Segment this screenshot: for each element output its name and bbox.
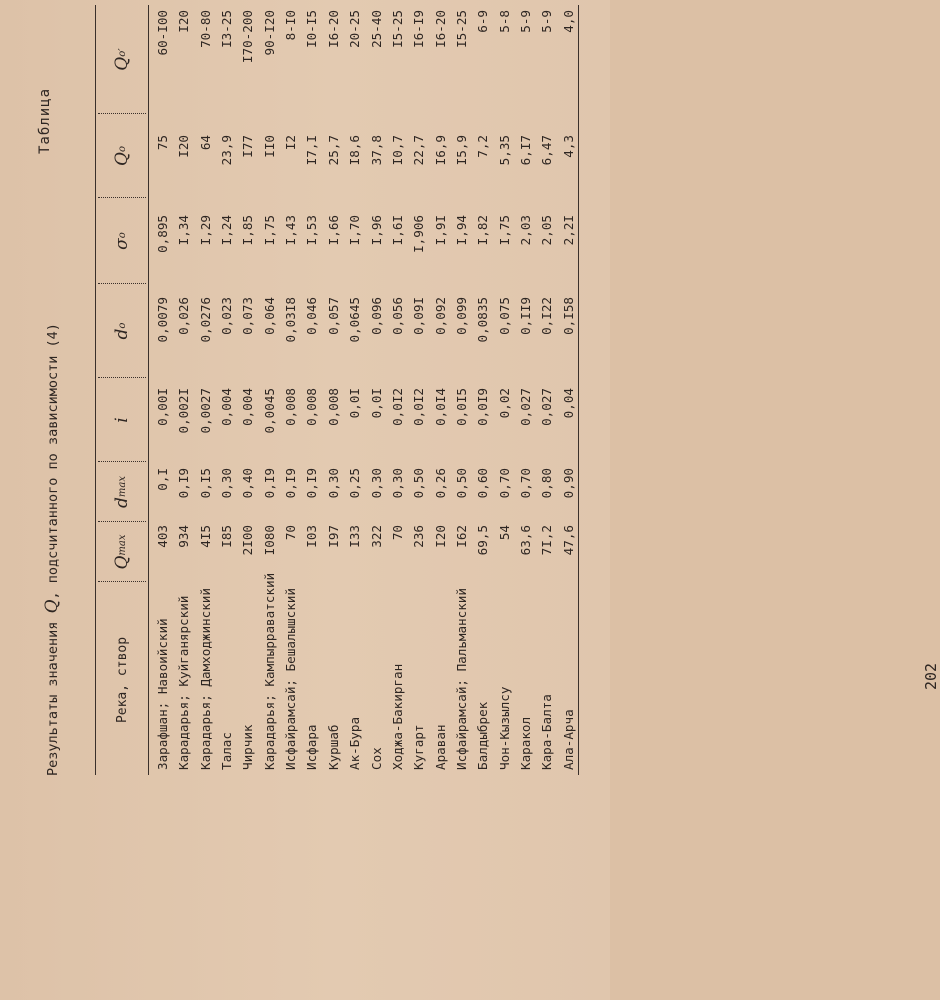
cell-dmax: 0,I9 (261, 468, 277, 499)
cell-qmax: 236 (411, 525, 427, 548)
cell-q0: I77 (240, 135, 256, 158)
cell-q0-prime: I20 (176, 10, 192, 33)
cell-qmax: 7I,2 (539, 525, 555, 556)
table-row (216, 5, 238, 775)
cell-q0: I2 (283, 135, 299, 151)
cell-d0: 0,064 (261, 297, 277, 335)
cell-q0: I0,7 (389, 135, 405, 166)
column-divider (98, 197, 146, 198)
cell-q0: 7,2 (475, 135, 491, 158)
column-header-q0-symbol: Q (112, 152, 132, 166)
cell-sigma0: I,24 (219, 215, 235, 246)
column-divider (98, 283, 146, 284)
cell-river-name: Исфайрамсай; Бешалышский (283, 588, 299, 770)
cell-d0: 0,092 (432, 297, 448, 335)
cell-sigma0: I,6I (389, 215, 405, 246)
column-header-q0-prime-sub: o (116, 50, 128, 57)
cell-river-name: Зарафшан; Навоийский (155, 618, 170, 770)
cell-q0-prime: 60-I00 (155, 10, 170, 56)
table-row (366, 5, 388, 775)
column-header-q0-sub: o (116, 146, 128, 153)
cell-q0-prime: 25-40 (368, 10, 384, 48)
cell-qmax: I080 (261, 525, 277, 556)
cell-qmax: 69,5 (475, 525, 491, 556)
cell-river-name: Чирчик (240, 724, 256, 770)
cell-qmax: I97 (325, 525, 341, 548)
cell-river-name: Ходжа-Бакирган (389, 663, 405, 770)
cell-sigma0: I,75 (261, 215, 277, 246)
cell-i: 0,0I (368, 388, 384, 419)
cell-sigma0: I,94 (453, 215, 469, 246)
cell-dmax: 0,50 (411, 468, 427, 499)
column-header-qmax-symbol: Q (112, 555, 132, 570)
cell-river-name: Ала-Арча (560, 709, 576, 770)
table-caption (42, 76, 62, 776)
cell-q0: 75 (155, 135, 170, 151)
cell-qmax: I03 (304, 525, 320, 548)
column-header-d0 (98, 286, 146, 376)
cell-i: 0,00I (155, 388, 170, 426)
cell-sigma0: I,66 (325, 215, 341, 246)
cell-q0: I6,9 (432, 135, 448, 166)
cell-qmax: 4I5 (197, 525, 213, 548)
cell-sigma0: 2,03 (517, 215, 533, 246)
column-header-river (98, 585, 146, 775)
cell-d0: 0,023 (219, 297, 235, 335)
column-header-q0 (98, 116, 146, 196)
cell-d0: 0,0835 (475, 297, 491, 343)
cell-dmax: 0,25 (347, 468, 363, 499)
caption-symbol: Q (42, 599, 62, 614)
cell-qmax: 403 (155, 525, 170, 548)
cell-dmax: 0,I5 (197, 468, 213, 499)
cell-qmax: 322 (368, 525, 384, 548)
cell-river-name: Исфайрамсай; Пальманский (453, 588, 469, 770)
cell-qmax: I85 (219, 525, 235, 548)
table-row (558, 5, 580, 775)
cell-qmax: I20 (432, 525, 448, 548)
cell-d0: 0,0079 (155, 297, 170, 343)
cell-q0: 22,7 (411, 135, 427, 166)
table-top-rule (95, 5, 96, 775)
table-row (344, 5, 366, 775)
cell-sigma0: I,43 (283, 215, 299, 246)
cell-sigma0: I,70 (347, 215, 363, 246)
cell-d0: 0,03I8 (283, 297, 299, 343)
cell-i: 0,008 (304, 388, 320, 426)
cell-d0: 0,II9 (517, 297, 533, 335)
column-header-d0-sub: o (116, 322, 128, 329)
column-header-sigma0 (98, 200, 146, 282)
cell-q0-prime: 8-I0 (283, 10, 299, 41)
cell-i: 0,004 (240, 388, 256, 426)
cell-sigma0: I,75 (496, 215, 512, 246)
cell-dmax: 0,70 (496, 468, 512, 499)
cell-q0: 6,47 (539, 135, 555, 166)
cell-d0: 0,I58 (560, 297, 576, 335)
column-header-i-symbol: i (112, 417, 132, 423)
cell-q0-prime: 5-8 (496, 10, 512, 33)
cell-dmax: 0,60 (475, 468, 491, 499)
cell-i: 0,008 (283, 388, 299, 426)
cell-d0: 0,056 (389, 297, 405, 335)
cell-river-name: Исфара (304, 724, 320, 770)
cell-d0: 0,075 (496, 297, 512, 335)
cell-river-name: Ак-Бура (347, 716, 363, 770)
cell-q0-prime: I5-25 (453, 10, 469, 48)
column-header-qmax (98, 524, 146, 580)
cell-dmax: 0,I9 (283, 468, 299, 499)
cell-dmax: 0,I9 (176, 468, 192, 499)
table-header-rule (148, 5, 149, 775)
table-row (472, 5, 494, 775)
cell-river-name: Каракол (517, 716, 533, 770)
cell-dmax: 0,90 (560, 468, 576, 499)
cell-sigma0: I,29 (197, 215, 213, 246)
cell-river-name: Талас (219, 732, 235, 770)
cell-i: 0,002I (176, 388, 192, 434)
table-row (494, 5, 516, 775)
cell-sigma0: 0,895 (155, 215, 170, 253)
table-row (387, 5, 409, 775)
cell-i: 0,004 (219, 388, 235, 426)
cell-sigma0: I,82 (475, 215, 491, 246)
cell-i: 0,0I2 (389, 388, 405, 426)
caption-suffix: , подсчитанного по зависимости (4) (45, 323, 61, 600)
cell-q0: II0 (261, 135, 277, 158)
cell-q0-prime: I6-20 (325, 10, 341, 48)
cell-q0-prime: I6-20 (432, 10, 448, 48)
cell-d0: 0,0645 (347, 297, 363, 343)
cell-dmax: 0,30 (368, 468, 384, 499)
cell-sigma0: I,34 (176, 215, 192, 246)
cell-q0-prime: 6-9 (475, 10, 491, 33)
cell-q0-prime: 4,0 (560, 10, 576, 33)
cell-river-name: Кара-Балта (539, 694, 555, 770)
cell-q0: I20 (176, 135, 192, 158)
cell-i: 0,04 (560, 388, 576, 419)
column-header-q0-prime-symbol: Q (112, 56, 132, 71)
cell-d0: 0,096 (368, 297, 384, 335)
column-header-dmax (98, 464, 146, 520)
column-divider (98, 461, 146, 462)
cell-qmax: 47,6 (560, 525, 576, 556)
table-row (451, 5, 473, 775)
cell-q0-prime: 90-I20 (261, 10, 277, 56)
cell-q0: 23,9 (219, 135, 235, 166)
column-divider (98, 521, 146, 522)
cell-qmax: 63,6 (517, 525, 533, 556)
cell-q0: 5,35 (496, 135, 512, 166)
column-divider (98, 377, 146, 378)
cell-sigma0: I,9I (432, 215, 448, 246)
cell-q0-prime: 70-80 (197, 10, 213, 48)
cell-q0: 64 (197, 135, 213, 151)
column-divider (98, 113, 146, 114)
cell-river-name: Куршаб (325, 724, 341, 770)
cell-qmax: I62 (453, 525, 469, 548)
cell-qmax: 934 (176, 525, 192, 548)
cell-q0-prime: I3-25 (219, 10, 235, 48)
cell-river-name: Карадарья; Куйганярский (176, 595, 192, 770)
caption-prefix: Результаты значения (45, 621, 61, 776)
column-header-i (98, 380, 146, 460)
table-row (408, 5, 430, 775)
cell-dmax: 0,30 (389, 468, 405, 499)
cell-river-name: Чон-Кызылсу (496, 686, 512, 770)
cell-river-name: Кугарт (411, 724, 427, 770)
cell-sigma0: I,53 (304, 215, 320, 246)
cell-i: 0,0I4 (432, 388, 448, 426)
table-row (280, 5, 302, 775)
cell-q0-prime: I0-I5 (304, 10, 320, 48)
cell-q0: 37,8 (368, 135, 384, 166)
table-row (301, 5, 323, 775)
cell-d0: 0,026 (176, 297, 192, 335)
cell-sigma0: I,96 (368, 215, 384, 246)
cell-i: 0,0027 (197, 388, 213, 434)
cell-river-name: Карадарья; Кампырраватский (261, 572, 277, 770)
cell-sigma0: I,85 (240, 215, 256, 246)
cell-i: 0,0I2 (411, 388, 427, 426)
cell-dmax: 0,30 (325, 468, 341, 499)
column-header-dmax-symbol: d (112, 497, 132, 508)
cell-q0: I5,9 (453, 135, 469, 166)
table-row (430, 5, 452, 775)
cell-q0-prime: I5-25 (389, 10, 405, 48)
cell-i: 0,02 (496, 388, 512, 419)
column-header-qmax-sub: max (116, 534, 128, 556)
cell-qmax: I33 (347, 525, 363, 548)
table-row (173, 5, 195, 775)
column-header-q0-prime (98, 7, 146, 112)
cell-river-name: Сох (368, 747, 384, 770)
cell-sigma0: 2,05 (539, 215, 555, 246)
cell-dmax: 0,26 (432, 468, 448, 499)
table-row (237, 5, 259, 775)
cell-d0: 0,046 (304, 297, 320, 335)
column-header-dmax-sub: max (116, 476, 128, 498)
cell-dmax: 0,70 (517, 468, 533, 499)
column-header-sigma0-symbol: σ (112, 238, 132, 250)
cell-dmax: 0,I9 (304, 468, 320, 499)
cell-d0: 0,057 (325, 297, 341, 335)
cell-q0-prime: I6-I9 (411, 10, 427, 48)
cell-qmax: 70 (283, 525, 299, 541)
cell-dmax: 0,50 (453, 468, 469, 499)
cell-d0: 0,I22 (539, 297, 555, 335)
table-label: Таблица (37, 87, 53, 154)
cell-sigma0: I,906 (411, 215, 427, 253)
cell-d0: 0,0276 (197, 297, 213, 343)
cell-d0: 0,099 (453, 297, 469, 335)
cell-dmax: 0,I (155, 468, 170, 491)
page-number: 202 (922, 662, 940, 690)
cell-river-name: Араван (432, 724, 448, 770)
column-header-q0-prime-mark: ′ (115, 48, 129, 51)
cell-d0: 0,09I (411, 297, 427, 335)
cell-q0-prime: 20-25 (347, 10, 363, 48)
table-row (152, 5, 174, 775)
column-header-river-label: Река, створ (114, 636, 130, 724)
cell-q0: 25,7 (325, 135, 341, 166)
cell-river-name: Карадарья; Дамходжинский (197, 588, 213, 770)
cell-q0-prime: 5-9 (517, 10, 533, 33)
column-header-sigma0-sub: o (116, 232, 128, 239)
cell-q0: 4,3 (560, 135, 576, 158)
cell-q0: I7,I (304, 135, 320, 166)
cell-sigma0: 2,2I (560, 215, 576, 246)
column-divider (98, 581, 146, 582)
cell-i: 0,0045 (261, 388, 277, 434)
cell-q0: I8,6 (347, 135, 363, 166)
cell-i: 0,008 (325, 388, 341, 426)
cell-dmax: 0,80 (539, 468, 555, 499)
cell-i: 0,0I9 (475, 388, 491, 426)
cell-i: 0,027 (539, 388, 555, 426)
cell-i: 0,0I5 (453, 388, 469, 426)
cell-dmax: 0,30 (219, 468, 235, 499)
cell-i: 0,027 (517, 388, 533, 426)
cell-d0: 0,073 (240, 297, 256, 335)
table-row (195, 5, 217, 775)
cell-i: 0,0I (347, 388, 363, 419)
cell-dmax: 0,40 (240, 468, 256, 499)
cell-qmax: 54 (496, 525, 512, 541)
table-row (259, 5, 281, 775)
column-header-d0-symbol: d (112, 328, 132, 340)
cell-qmax: 70 (389, 525, 405, 541)
cell-river-name: Балдыбрек (475, 701, 491, 770)
cell-q0-prime: I70-200 (240, 10, 256, 64)
table-row (515, 5, 537, 775)
cell-q0-prime: 5-9 (539, 10, 555, 33)
cell-q0: 6,I7 (517, 135, 533, 166)
cell-qmax: 2I00 (240, 525, 256, 556)
table-row (536, 5, 558, 775)
table-row (323, 5, 345, 775)
